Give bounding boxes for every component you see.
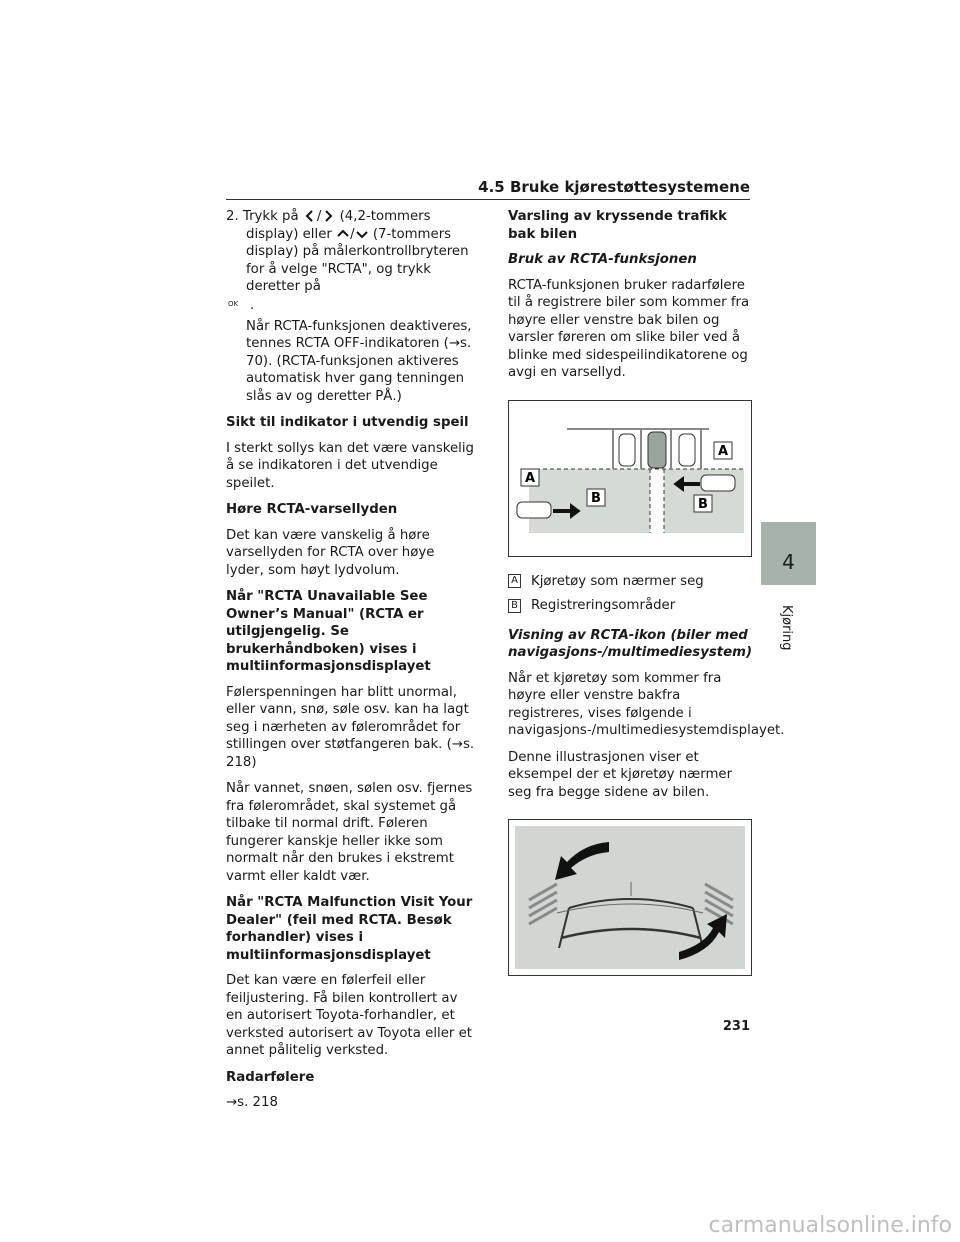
chevron-right-icon xyxy=(321,209,335,223)
chevron-up-icon xyxy=(336,227,350,241)
approaching-vehicle-left xyxy=(517,502,551,518)
subheading-rcta-icon: Visning av RCTA-ikon (biler med navigasjons-/multimediesystem) xyxy=(508,627,753,660)
para-rcta-use: RCTA-funksjonen bruker radarfølere til å registrere biler som kommer fra høyre eller venstre bak bilen og varsler føreren om slike biler ved å blinke med sidespeilindikatorene og avgi en varsellyd. xyxy=(508,277,750,380)
chapter-label: Kjøring xyxy=(779,605,794,651)
watermark: carmanualsonline.info xyxy=(708,1213,952,1238)
parking-illustration xyxy=(509,401,751,556)
legend-text-b: Registreringsområder xyxy=(531,598,676,613)
legend-b xyxy=(508,597,756,615)
heading-rcta-unavailable: Når "RCTA Unavailable See Owner’s Manual" (RCTA er utilgjengelig. Se brukerhåndboken) vises i multiinformasjonsdisplayet xyxy=(226,589,431,675)
legend-key-a: A xyxy=(508,574,521,588)
step-2: 2. Trykk på / (4,2-tommers display) eller / (7-tommers display) på målerkontrollbryteren for å velge "RCTA", og trykk deretter på OK . xyxy=(226,209,469,313)
para-rcta-unavailable-2: Når vannet, snøen, sølen osv. fjernes fra følerområdet, skal systemet gå tilbake til normal drift. Føleren fungerer kanskje heller ikke som normalt når den brukes i ekstremt varmt eller kaldt vær. xyxy=(226,781,473,884)
para-rcta-icon: Når et kjøretøy som kommer fra høyre eller venstre bakfra registreres, vises følgende i navigasjons-/multimediesystemdisplayet. xyxy=(508,670,785,738)
para-rcta-unavailable-1: Følerspenningen har blitt unormal, eller vann, snø, søle osv. kan ha lagt seg i nærheten av følerområdet for stillingen over støtfangeren bak. (→s. 218) xyxy=(226,684,475,770)
approaching-vehicle-right xyxy=(701,475,735,491)
section-title: 4.5 Bruke kjørestøttesystemene xyxy=(478,178,750,196)
svg-text:A: A xyxy=(717,443,729,459)
legend-key-b: B xyxy=(508,599,521,613)
legend-a xyxy=(508,573,756,591)
svg-text:B: B xyxy=(591,490,601,506)
chevron-left-icon xyxy=(303,209,317,223)
heading-radar-sensors: Radarfølere xyxy=(226,1069,315,1085)
svg-text:B: B xyxy=(698,496,708,512)
left-column xyxy=(226,208,476,1121)
right-column xyxy=(508,208,785,976)
header-rule xyxy=(226,199,750,200)
legend-text-a: Kjøretøy som nærmer seg xyxy=(531,573,704,589)
chevron-down-icon xyxy=(355,227,369,241)
svg-text:A: A xyxy=(524,470,536,486)
link-radar-sensors[interactable]: →s. 218 xyxy=(226,1095,278,1111)
figure-rear-camera-display xyxy=(508,819,752,976)
page-number: 231 xyxy=(722,1019,750,1034)
subheading-rcta-use: Bruk av RCTA-funksjonen xyxy=(508,252,697,267)
rear-camera-illustration xyxy=(509,820,751,975)
step-note: Når RCTA-funksjonen deaktiveres, tennes RCTA OFF-indikatoren (→s. 70). (RCTA-funksjonen aktiveres automatisk hver gang tenningen slås av og deretter PÅ.) xyxy=(246,318,472,404)
heading-warning-sound: Høre RCTA-varsellyden xyxy=(226,502,398,518)
heading-mirror-indicator: Sikt til indikator i utvendig speil xyxy=(226,415,469,431)
para-example: Denne illustrasjonen viser et eksempel der et kjøretøy nærmer seg fra begge sidene av bilen. xyxy=(508,749,733,800)
para-warning-sound: Det kan være vanskelig å høre varsellyden for RCTA over høye lyder, som høyt lydvolum. xyxy=(226,527,435,578)
figure-parking-detection xyxy=(508,400,752,557)
heading-rcta-malfunction: Når "RCTA Malfunction Visit Your Dealer" (feil med RCTA. Besøk forhandler) vises i multiinformasjonsdisplayet xyxy=(226,895,473,963)
ok-button-icon: OK xyxy=(228,299,239,308)
para-mirror-indicator: I sterkt sollys kan det være vanskelig å se indikatoren i det utvendige speilet. xyxy=(226,440,474,491)
heading-rcta: Varsling av kryssende trafikk bak bilen xyxy=(508,209,727,242)
chapter-number: 4 xyxy=(782,550,795,574)
para-rcta-malfunction: Det kan være en følerfeil eller feiljustering. Få bilen kontrollert av en autorisert Toyota-forhandler, et verksted autorisert av Toyota eller et annet pålitelig verksted. xyxy=(226,973,472,1059)
